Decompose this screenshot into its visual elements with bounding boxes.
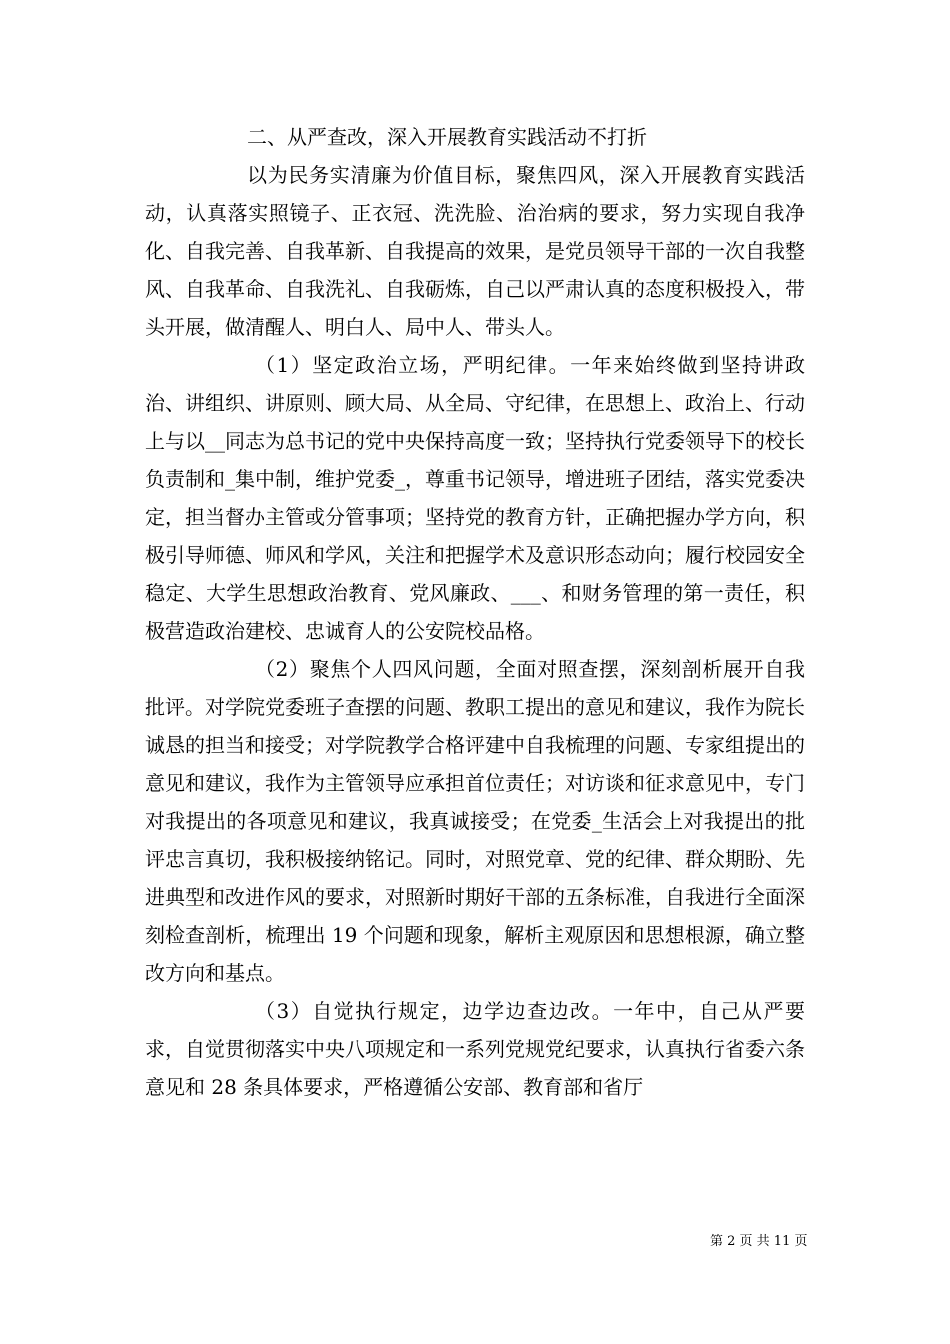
page-number-footer: 第 2 页 共 11 页 [710,1234,808,1249]
section-heading: 二、从严查改，深入开展教育实践活动不打折 [247,125,647,149]
paragraph-item-3: （3）自觉执行规定，边学边查边改。一年中，自己从严要求，自觉贯彻落实中央八项规定和一系列党规党纪要求，认真执行省委六条意见和 28 条具体要求，严格遵循公安部、教育部和省厅 [145,999,805,1099]
paragraph-intro: 以为民务实清廉为价值目标，聚焦四风，深入开展教育实践活动，认真落实照镜子、正衣冠、洗洗脸、治治病的要求，努力实现自我净化、自我完善、自我革新、自我提高的效果，是党员领导干部的一次自我整风、自我革命、自我洗礼、自我砺炼，自己以严肃认真的态度积极投入，带头开展，做清醒人、明白人、局中人、带头人。 [145,163,805,339]
document-body [145,118,805,1106]
paragraph-item-1: （1）坚定政治立场，严明纪律。一年来始终做到坚持讲政治、讲组织、讲原则、顾大局、从全局、守纪律，在思想上、政治上、行动上与以__同志为总书记的党中央保持高度一致；坚持执行党委领导下的校长负责制和_集中制，维护党委_，尊重书记领导，增进班子团结，落实党委决定，担当督办主管或分管事项；坚持党的教育方针，正确把握办学方向，积极引导师德、师风和学风，关注和把握学术及意识形态动向；履行校园安全稳定、大学生思想政治教育、党风廉政、___、和财务管理的第一责任，积极营造政治建校、忠诚育人的公安院校品格。 [145,353,805,643]
paragraph-item-2: （2）聚焦个人四风问题，全面对照查摆，深刻剖析展开自我批评。对学院党委班子查摆的问题、教职工提出的意见和建议，我作为院长诚恳的担当和接受；对学院教学合格评建中自我梳理的问题、专家组提出的意见和建议，我作为主管领导应承担首位责任；对访谈和征求意见中，专门对我提出的各项意见和建议，我真诚接受；在党委_生活会上对我提出的批评忠言真切，我积极接纳铭记。同时，对照党章、党的纪律、群众期盼、先进典型和改进作风的要求，对照新时期好干部的五条标准，自我进行全面深刻检查剖析，梳理出 19 个问题和现象，解析主观原因和思想根源，确立整改方向和基点。 [145,657,805,985]
